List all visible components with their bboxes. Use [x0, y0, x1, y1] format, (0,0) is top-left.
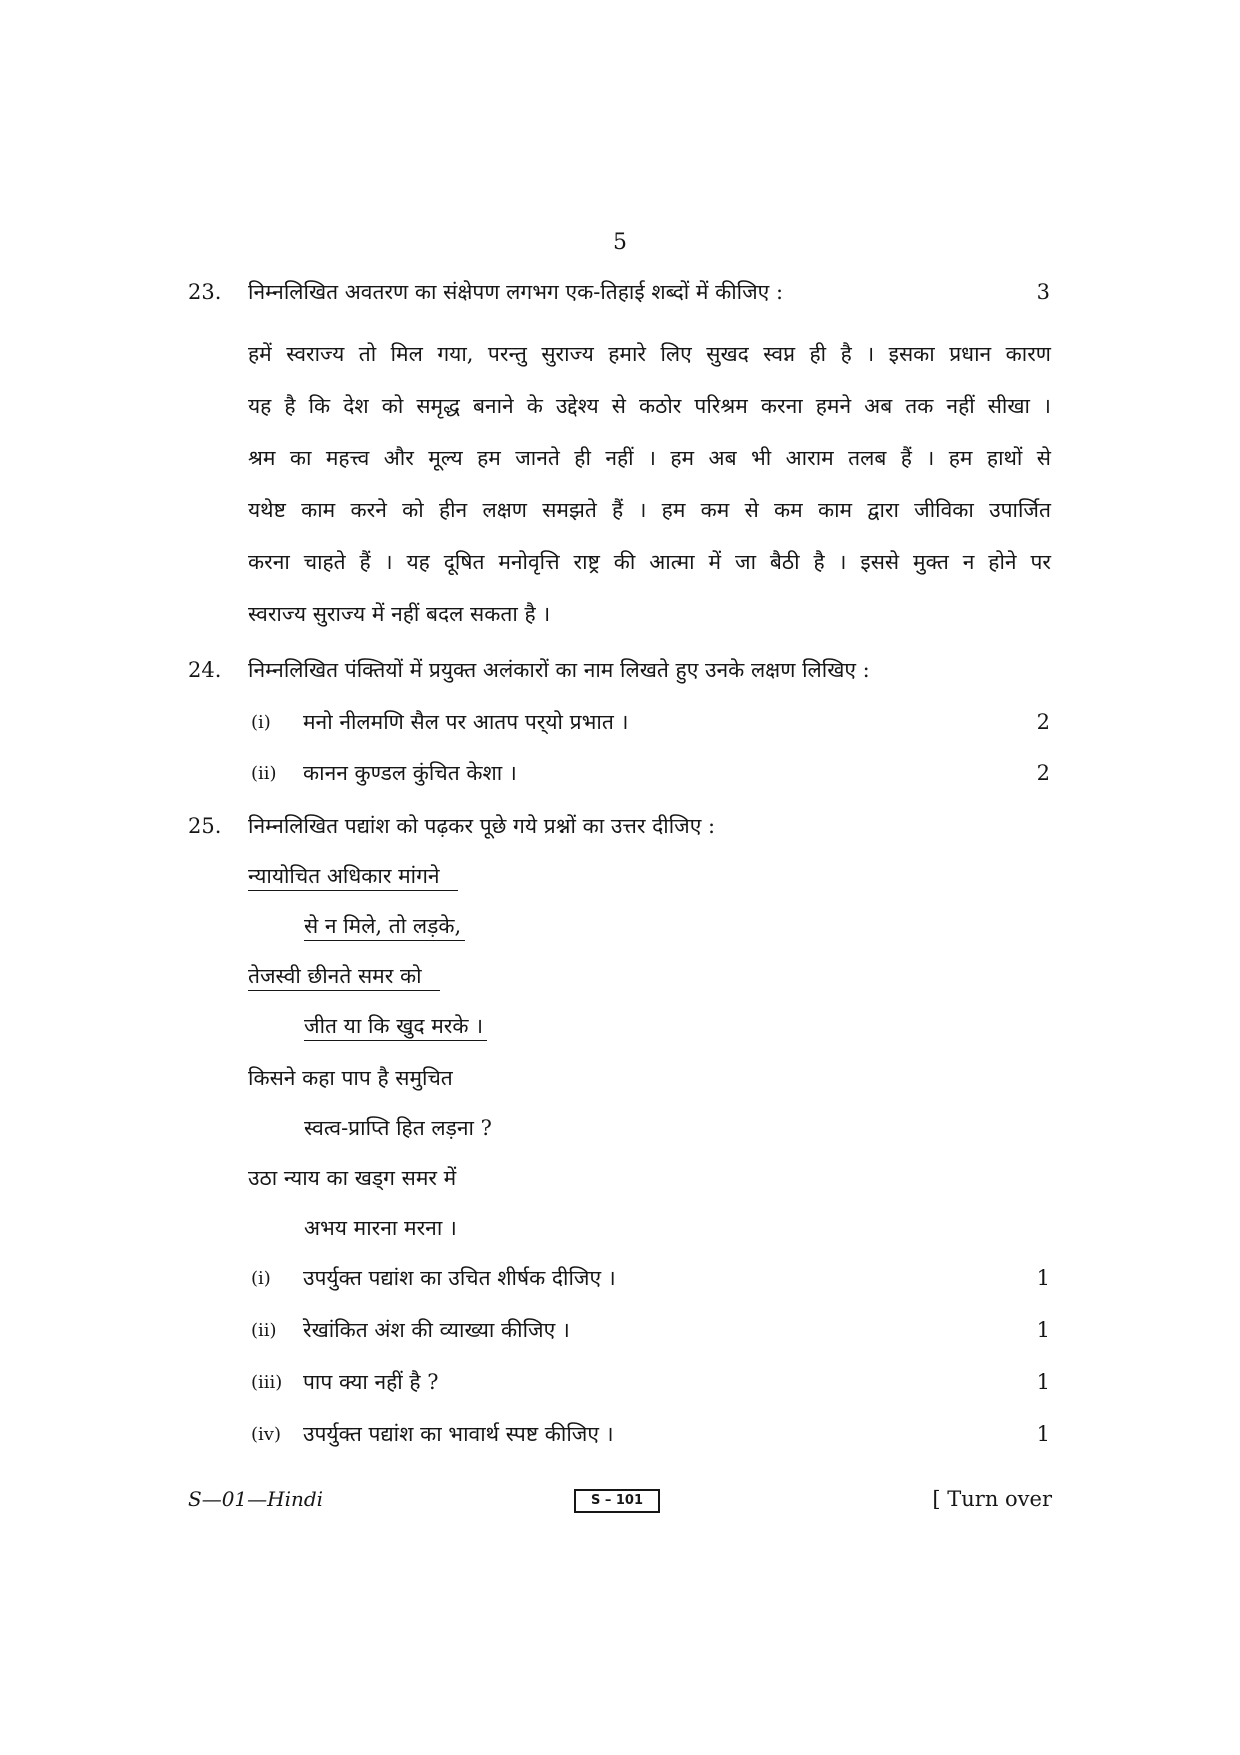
- question-25-text: निम्नलिखित पद्यांश को पढ़कर पूछे गये प्रश्नों का उत्तर दीजिए :: [248, 814, 716, 838]
- poem-line-underlined: न्यायोचित अधिकार मांगने: [248, 864, 458, 891]
- poem-line: किसने कहा पाप है समुचित: [248, 1066, 453, 1090]
- question-25-item-marks: 1: [1036, 1422, 1050, 1446]
- question-25-item-marks: 1: [1036, 1318, 1050, 1342]
- poem-line-underlined: से न मिले, तो लड़के,: [304, 914, 465, 941]
- question-25-item-label: (ii): [251, 1320, 277, 1341]
- passage-line: श्रम का महत्त्व और मूल्य हम जानते ही नहीं । हम अब भी आराम तलब हैं । हम हाथों से: [248, 446, 1051, 470]
- question-23-number: 23.: [188, 280, 222, 304]
- poem-line: स्वत्व-प्राप्ति हित लड़ना ?: [304, 1116, 492, 1140]
- question-24-text: निम्नलिखित पंक्तियों में प्रयुक्त अलंकारों का नाम लिखते हुए उनके लक्षण लिखिए :: [248, 658, 870, 682]
- page-number: 5: [613, 230, 627, 255]
- question-25-item-label: (iv): [251, 1424, 281, 1445]
- poem-line-underlined: जीत या कि खुद मरके ।: [304, 1014, 487, 1041]
- passage-line: स्वराज्य सुराज्य में नहीं बदल सकता है ।: [248, 602, 551, 626]
- question-25-item-label: (iii): [251, 1372, 283, 1393]
- question-24-item-label: (i): [251, 712, 271, 733]
- poem-line: उठा न्याय का खड्‌ग समर में: [248, 1166, 457, 1190]
- question-25-item-marks: 1: [1036, 1266, 1050, 1290]
- passage-line: यह है कि देश को समृद्ध बनाने के उद्देश्य से कठोर परिश्रम करना हमने अब तक नहीं सीखा ।: [248, 394, 1051, 418]
- question-24-item-label: (ii): [251, 763, 277, 784]
- question-25-item-text: उपर्युक्त पद्यांश का भावार्थ स्पष्ट कीजिए ।: [303, 1422, 614, 1446]
- question-25-item-marks: 1: [1036, 1370, 1050, 1394]
- footer-series-box: S – 101: [574, 1489, 660, 1513]
- question-25-item-text: रेखांकित अंश की व्याख्या कीजिए ।: [303, 1318, 570, 1342]
- question-24-number: 24.: [188, 658, 222, 682]
- question-23-marks: 3: [1036, 280, 1050, 304]
- question-25-item-label: (i): [251, 1268, 271, 1289]
- poem-line: अभय मारना मरना ।: [304, 1216, 457, 1240]
- turn-over-note: [ Turn over: [932, 1487, 1052, 1511]
- footer-paper-code: S—01—Hindi: [188, 1487, 324, 1511]
- passage-line: हमें स्वराज्य तो मिल गया, परन्तु सुराज्य हमारे लिए सुखद स्वप्न ही है । इसका प्रधान कारण: [248, 342, 1051, 366]
- poem-line-underlined: तेजस्वी छीनते समर को: [248, 964, 440, 991]
- question-23-text: निम्नलिखित अवतरण का संक्षेपण लगभग एक-तिहाई शब्दों में कीजिए :: [248, 280, 784, 304]
- question-25-item-text: पाप क्या नहीं है ?: [303, 1370, 439, 1394]
- question-25-item-text: उपर्युक्त पद्यांश का उचित शीर्षक दीजिए ।: [303, 1266, 616, 1290]
- question-24-item-text: कानन कुण्डल कुंचित केशा ।: [303, 761, 517, 785]
- question-24-item-marks: 2: [1036, 761, 1050, 785]
- question-24-item-marks: 2: [1036, 710, 1050, 734]
- question-25-number: 25.: [188, 814, 222, 838]
- passage-line: करना चाहते हैं । यह दूषित मनोवृत्ति राष्ट्र की आत्मा में जा बैठी है । इससे मुक्त न होने पर: [248, 550, 1051, 574]
- passage-line: यथेष्ट काम करने को हीन लक्षण समझते हैं । हम कम से कम काम द्वारा जीविका उपार्जित: [248, 498, 1051, 522]
- question-24-item-text: मनो नीलमणि सैल पर आतप पर्‌यो प्रभात ।: [303, 710, 629, 734]
